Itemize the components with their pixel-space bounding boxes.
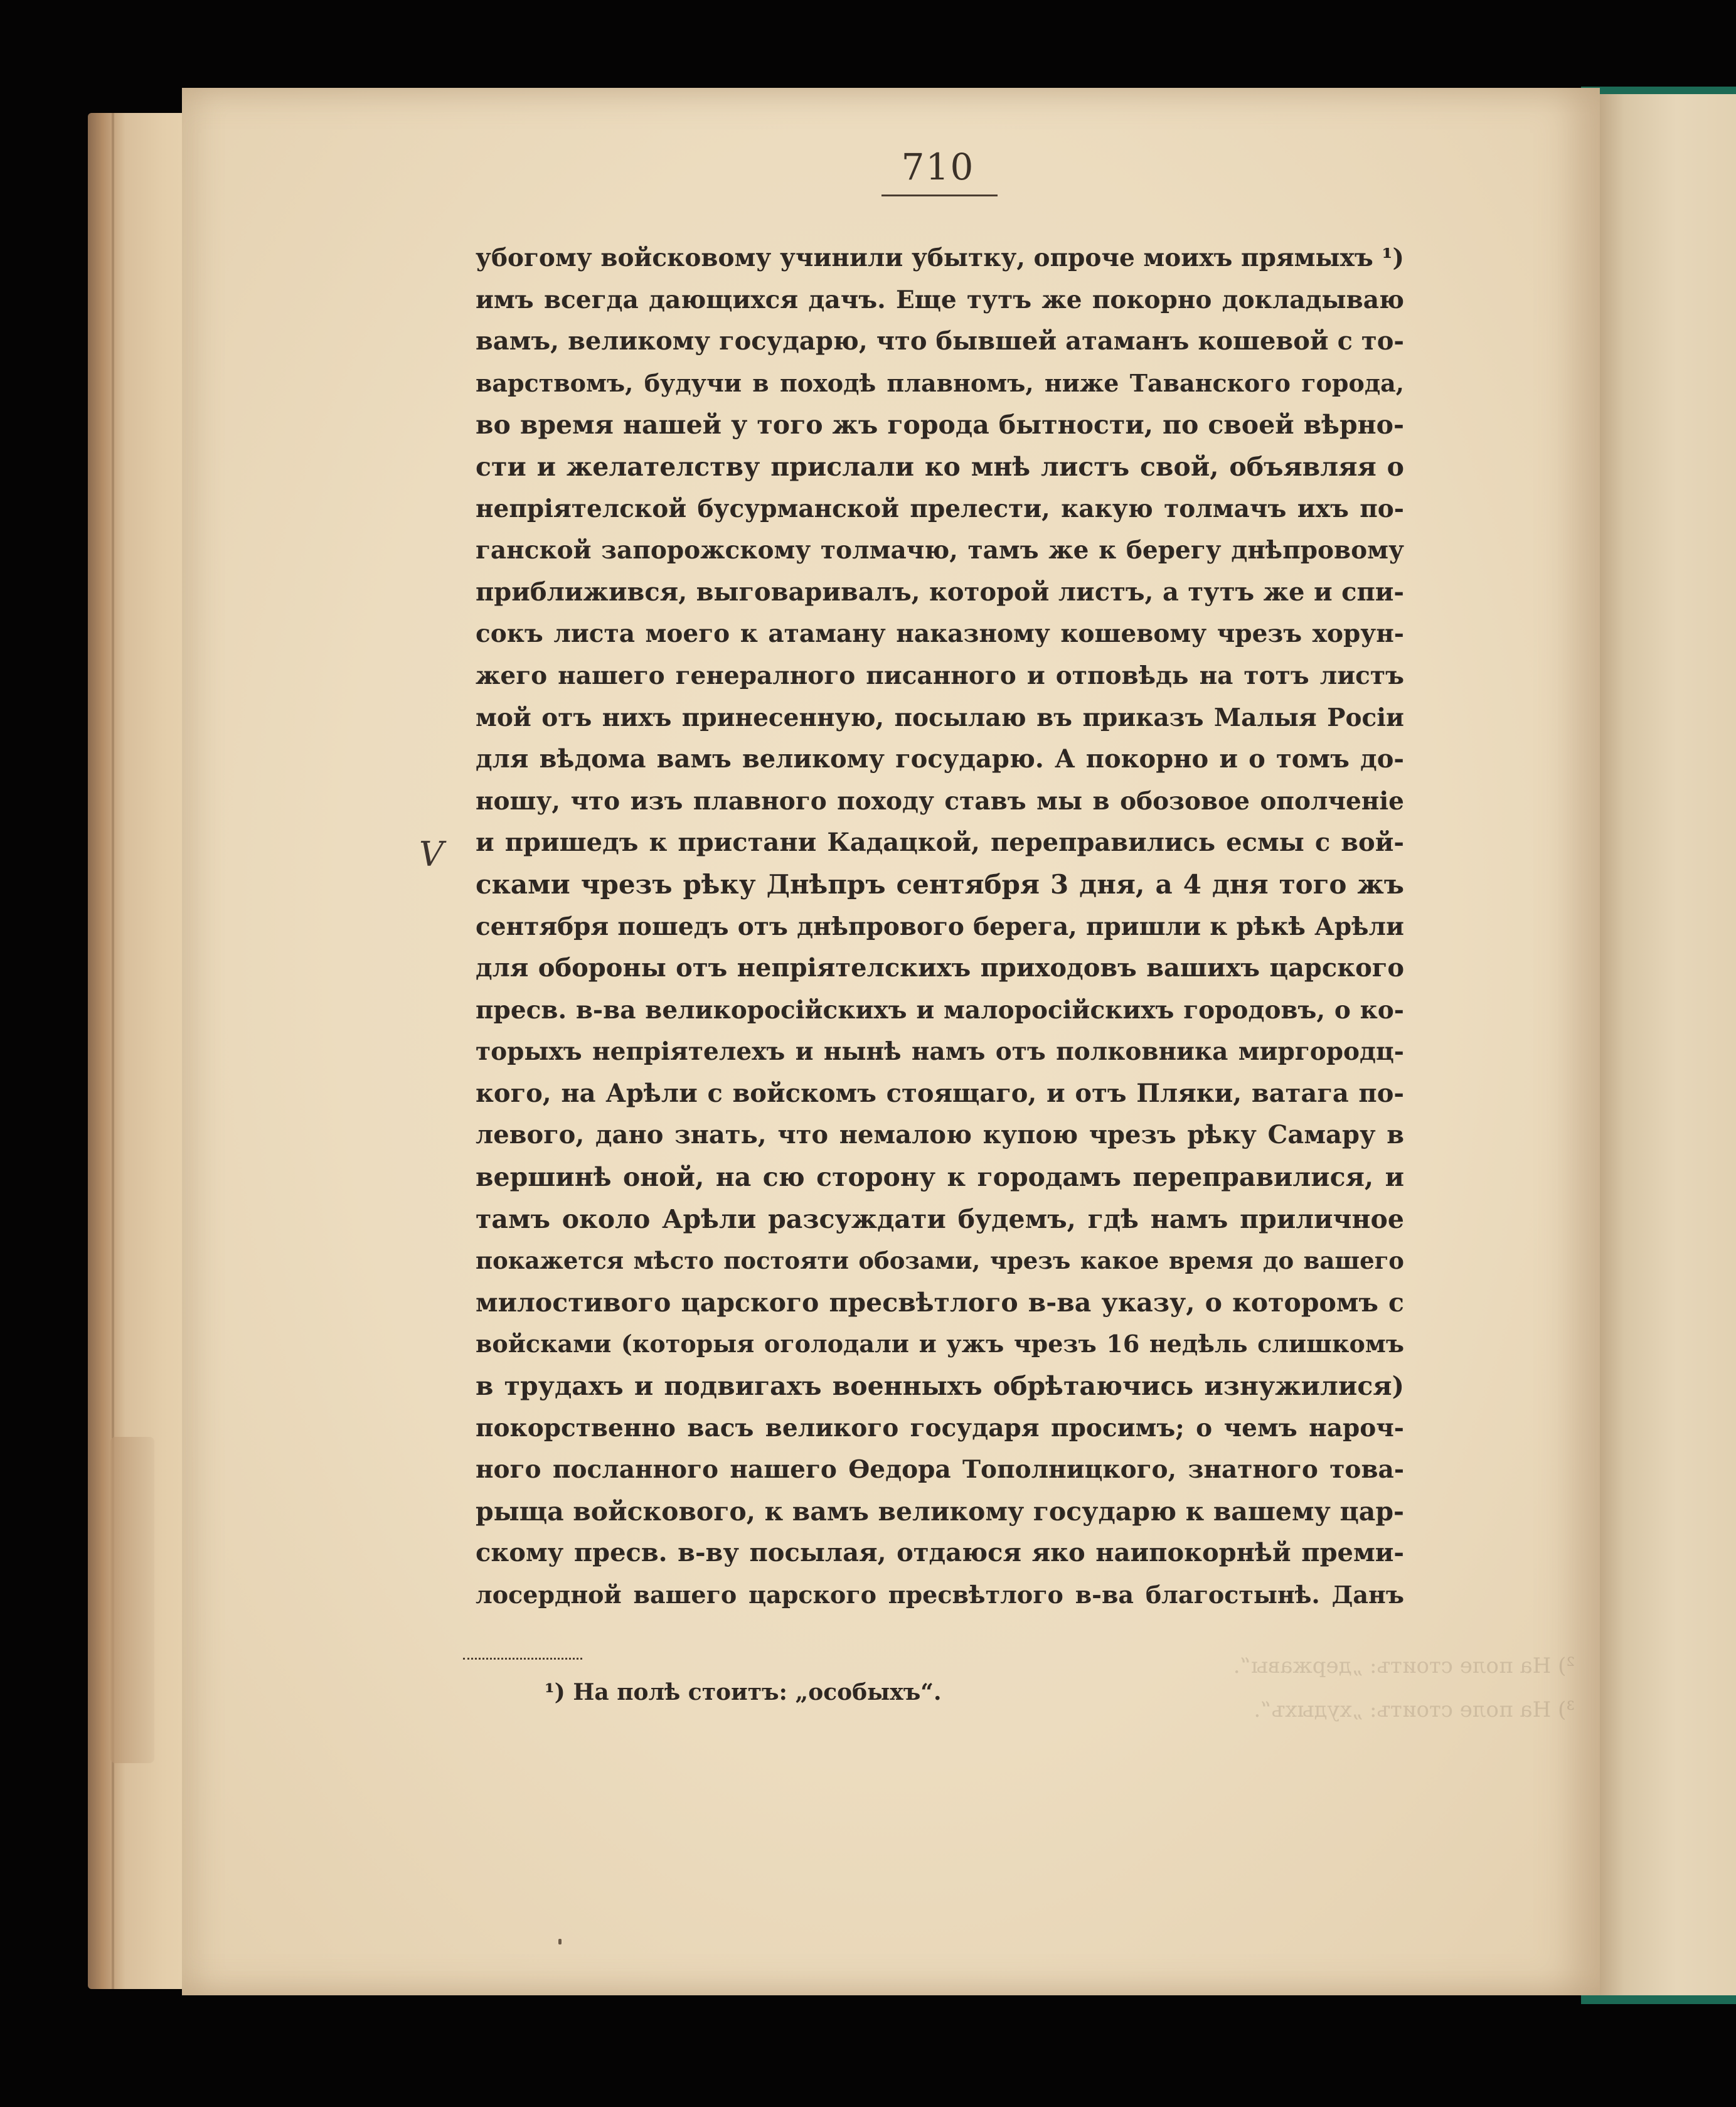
text-line: тамъ около Арѣли разсуждати будемъ, гдѣ намъ приличное [476,1203,1404,1234]
text-line: непріятелской бусурманской прелести, какую толмачъ ихъ по- [476,494,1404,523]
text-line: ношу, что изъ плавного походу ставъ мы в обозовое ополченіе [476,786,1404,816]
text-line: сокъ листа моего к атаману наказному кошевому чрезъ хорун- [476,619,1404,649]
bookmark-tab [110,1437,154,1763]
text-line: рыща войскового, к вамъ великому государю к вашему цар- [476,1496,1404,1527]
facing-page-green-edge-bottom [1581,1995,1736,2004]
text-line: покажется мѣсто постояти обозами, чрезъ какое время до вашего [476,1247,1404,1275]
margin-mark: V [419,835,444,874]
text-line: варствомъ, будучи в походѣ плавномъ, ниже Таванского города, [476,368,1404,397]
show-through-text [1233,1644,1575,1732]
footnote: ¹) На полѣ стоитъ: „особыхъ“. [545,1679,942,1705]
footnote-rule [463,1658,582,1660]
text-line: пресв. в-ва великоросійскихъ и малоросійскихъ городовъ, о ко- [476,995,1404,1025]
text-line: в трудахъ и подвигахъ военныхъ обрѣтаючись изнужилися) [476,1371,1404,1402]
text-line: вамъ, великому государю, что бывшей атаманъ кошевой с то- [476,326,1404,356]
text-line: ганской запорожскому толмачю, тамъ же к берегу днѣпровому [476,536,1404,565]
text-line: имъ всегда дающихся дачъ. Еще тутъ же покорно докладываю [476,285,1404,314]
page-number-rule [881,195,998,196]
text-line: и пришедъ к пристани Кадацкой, переправились есмы с вой- [476,828,1404,858]
text-line: жего нашего генералного писанного и отповѣдь на тотъ листъ [476,661,1404,690]
text-line: скому пресв. в-ву посылая, отдаюся яко наипокорнѣй преми- [476,1538,1404,1568]
text-line: мой отъ нихъ принесенную, посылаю въ приказъ Малыя Росіи [476,703,1404,732]
text-line: лосердной вашего царского пресвѣтлого в-ва благостынѣ. Данъ [476,1581,1404,1609]
text-line: сти и желателству прислали ко мнѣ листъ свой, объявляя о [476,451,1404,482]
text-line: покорственно васъ великого государя просимъ; о чемъ нароч- [476,1413,1404,1443]
text-line: торыхъ непріятелехъ и нынѣ намъ отъ полковника миргородц- [476,1037,1404,1067]
facing-page [1587,94,1736,2002]
text-line: сентября пошедъ отъ днѣпрового берега, пришли к рѣкѣ Арѣли [476,912,1404,941]
text-line: вершинѣ оной, на сю сторону к городамъ переправилися, и [476,1162,1404,1193]
text-line: милостивого царского пресвѣтлого в-ва указу, о которомъ с [476,1287,1404,1318]
ink-speck [558,1939,562,1944]
text-line: кого, на Арѣли с войскомъ стоящаго, и отъ Пляки, ватага по- [476,1078,1404,1108]
text-line: войсками (которыя оголодали и ужъ чрезъ 16 недѣль слишкомъ [476,1330,1404,1358]
text-line: во время нашей у того жъ города бытности, по своей вѣрно- [476,410,1404,440]
text-line: для обороны отъ непріятелскихъ приходовъ вашихъ царского [476,953,1404,983]
text-line: ного посланного нашего Ѳедора Тополницкого, знатного това- [476,1455,1404,1485]
text-line: левого, дано знать, что немалою купою чрезъ рѣку Самару в [476,1120,1404,1150]
show-through-line: ²) На поле стоитъ: „державы“. [1233,1653,1575,1678]
text-line: убогому войсковому учинили убытку, опроче моихъ прямыхъ ¹) [476,243,1404,272]
show-through-line: ³) На поле стоитъ: „худыхъ“. [1254,1697,1575,1722]
text-line: приближився, выговаривалъ, которой листъ, а тутъ же и спи- [476,577,1404,607]
text-line: сками чрезъ рѣку Днѣпръ сентября 3 дня, а 4 дня того жъ [476,868,1404,900]
text-line: для вѣдома вамъ великому государю. А покорно и о томъ до- [476,744,1404,774]
page-number: 710 [901,146,975,188]
body-text [476,237,1404,1616]
